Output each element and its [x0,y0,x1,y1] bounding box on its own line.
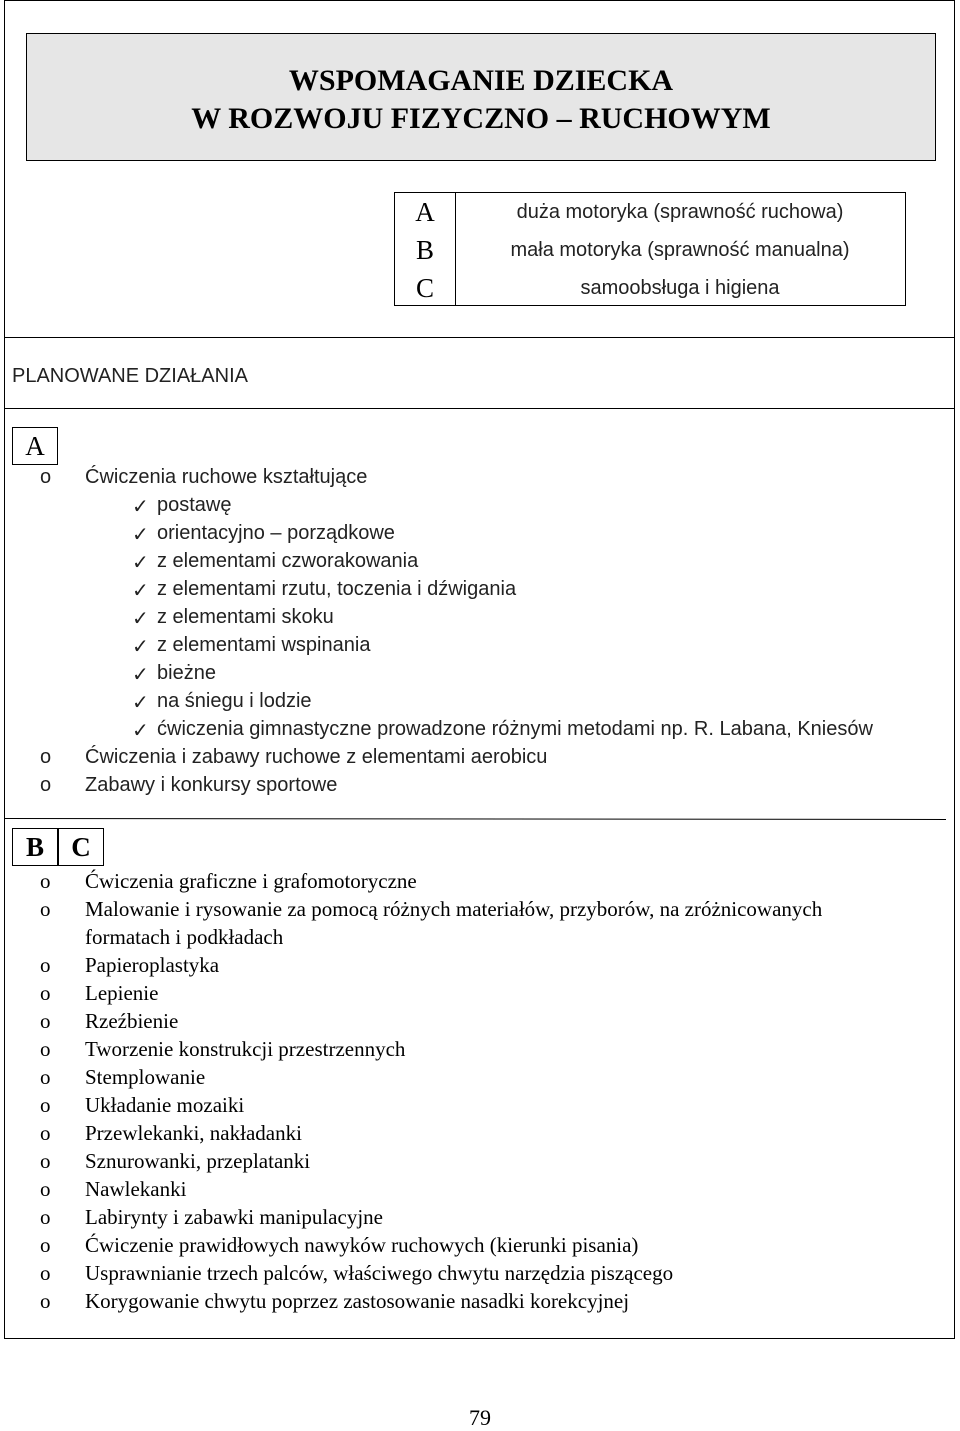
item-text: na śniegu i lodzie [157,690,312,712]
item-text: Ćwiczenia ruchowe kształtujące [85,466,368,488]
title-line-2: W ROZWOJU FIZYCZNO – RUCHOWYM [191,102,771,135]
section-a-label: A [12,427,58,465]
item-text: Ćwiczenie prawidłowych nawyków ruchowych (kierunki pisania) [85,1233,639,1257]
check-icon: ✓ [132,636,149,658]
section-c-label: C [58,828,104,866]
item-text: Lepienie [85,981,159,1005]
check-icon: ✓ [132,524,149,546]
section-b-label: B [12,828,58,866]
item-text: Usprawnianie trzech palców, właściwego chwytu narzędzia piszącego [85,1261,674,1285]
legend-letter: B [415,235,434,265]
bullet-icon: o [40,1037,51,1061]
check-icon: ✓ [132,608,149,630]
bullet-icon: o [40,1121,51,1145]
item-text: Zabawy i konkursy sportowe [85,774,338,796]
section-heading: PLANOWANE DZIAŁANIA [12,365,248,387]
title-box [26,33,936,161]
legend-table [394,192,906,306]
legend-letter: A [415,197,435,227]
bullet-icon: o [40,466,52,488]
legend-row [395,231,905,269]
item-text: z elementami wspinania [157,634,371,656]
legend-row [395,193,905,231]
item-text: Nawlekanki [85,1177,187,1201]
page-number: 79 [469,1405,491,1430]
check-icon: ✓ [132,720,149,742]
bullet-icon: o [40,869,51,893]
bullet-icon: o [40,1149,51,1173]
check-icon: ✓ [132,580,149,602]
item-text: Sznurowanki, przeplatanki [85,1149,311,1173]
bullet-icon: o [40,746,52,768]
legend-text: mała motoryka (sprawność manualna) [510,239,850,261]
item-text: Stemplowanie [85,1065,206,1089]
item-text: Przewlekanki, nakładanki [85,1121,302,1145]
legend-row [395,269,905,307]
legend-letter: C [415,273,434,303]
bullet-icon: o [40,897,51,921]
item-text: Ćwiczenia i zabawy ruchowe z elementami aerobicu [85,746,548,768]
bullet-icon: o [40,1205,51,1229]
legend-text: samoobsługa i higiena [580,277,780,299]
item-text: Malowanie i rysowanie za pomocą różnych materiałów, przyborów, na zróżnicowanych [85,897,823,921]
item-text: Układanie mozaiki [85,1093,245,1117]
bullet-icon: o [40,1261,51,1285]
item-text: formatach i podkładach [85,925,284,949]
item-text: Ćwiczenia graficzne i grafomotoryczne [85,869,417,893]
check-icon: ✓ [132,496,149,518]
divider-line [4,337,955,338]
bullet-icon: o [40,981,51,1005]
legend-text: duża motoryka (sprawność ruchowa) [516,201,844,223]
item-text: z elementami skoku [157,606,334,628]
divider-line [4,408,955,409]
title-line-1: WSPOMAGANIE DZIECKA [288,64,674,97]
bullet-icon: o [40,1009,51,1033]
item-text: Rzeźbienie [85,1009,179,1033]
bullet-icon: o [40,1177,51,1201]
bullet-icon: o [40,774,52,796]
item-text: postawę [157,494,232,516]
item-text: Labirynty i zabawki manipulacyjne [85,1205,383,1229]
item-text: Papieroplastyka [85,953,220,977]
bullet-icon: o [40,1065,51,1089]
item-text: Korygowanie chwytu poprzez zastosowanie nasadki korekcyjnej [85,1289,630,1313]
item-text: Tworzenie konstrukcji przestrzennych [85,1037,406,1061]
check-icon: ✓ [132,664,149,686]
check-icon: ✓ [132,552,149,574]
item-text: z elementami czworakowania [157,550,419,572]
check-icon: ✓ [132,692,149,714]
bullet-icon: o [40,1093,51,1117]
item-text: bieżne [157,662,216,684]
item-text: orientacyjno – porządkowe [157,522,395,544]
bullet-icon: o [40,1289,51,1313]
bullet-icon: o [40,1233,51,1257]
bullet-icon: o [40,953,51,977]
item-text: ćwiczenia gimnastyczne prowadzone różnymi metodami np. R. Labana, Kniesów [157,718,873,740]
item-text: z elementami rzutu, toczenia i dźwigania [157,578,517,600]
